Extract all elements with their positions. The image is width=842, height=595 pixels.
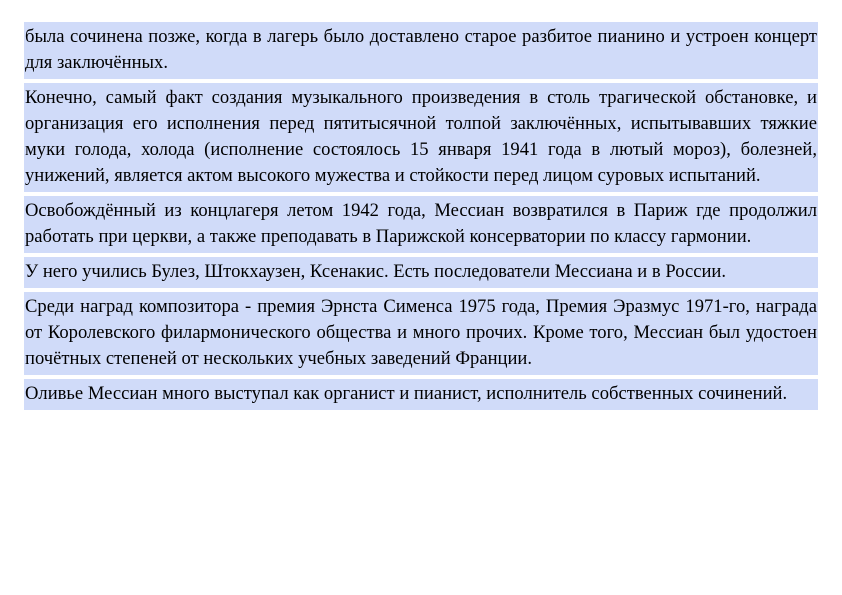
paragraph-performer: Оливье Мессиан много выступал как органист и пианист, исполнитель собственных сочинений.: [24, 379, 818, 410]
paragraph-release: Освобождённый из концлагеря летом 1942 года, Мессиан возвратился в Париж где продолжил работать при церкви, а также преподавать в Парижской консерватории по классу гармонии.: [24, 196, 818, 253]
paragraph-courage: Конечно, самый факт создания музыкального произведения в столь трагической обстановке, и организация его исполнения перед пятитысячной толпой заключённых, испытывавших тяжкие муки голода, холода (исполнение состоялось 15 января 1941 года в лютый мороз), болезней, унижений, является актом высокого мужества и стойкости перед лицом суровых испытаний.: [24, 83, 818, 192]
document-page: [24, 22, 818, 410]
paragraph-concert: была сочинена позже, когда в лагерь было доставлено старое разбитое пианино и устроен концерт для заключённых.: [24, 22, 818, 79]
paragraph-students: У него учились Булез, Штокхаузен, Ксенакис. Есть последователи Мессиана и в России.: [24, 257, 818, 288]
paragraph-awards: Среди наград композитора - премия Эрнста Сименса 1975 года, Премия Эразмус 1971-го, награда от Королевского филармонического общества и много прочих. Кроме того, Мессиан был удостоен почётных степеней от нескольких учебных заведений Франции.: [24, 292, 818, 375]
